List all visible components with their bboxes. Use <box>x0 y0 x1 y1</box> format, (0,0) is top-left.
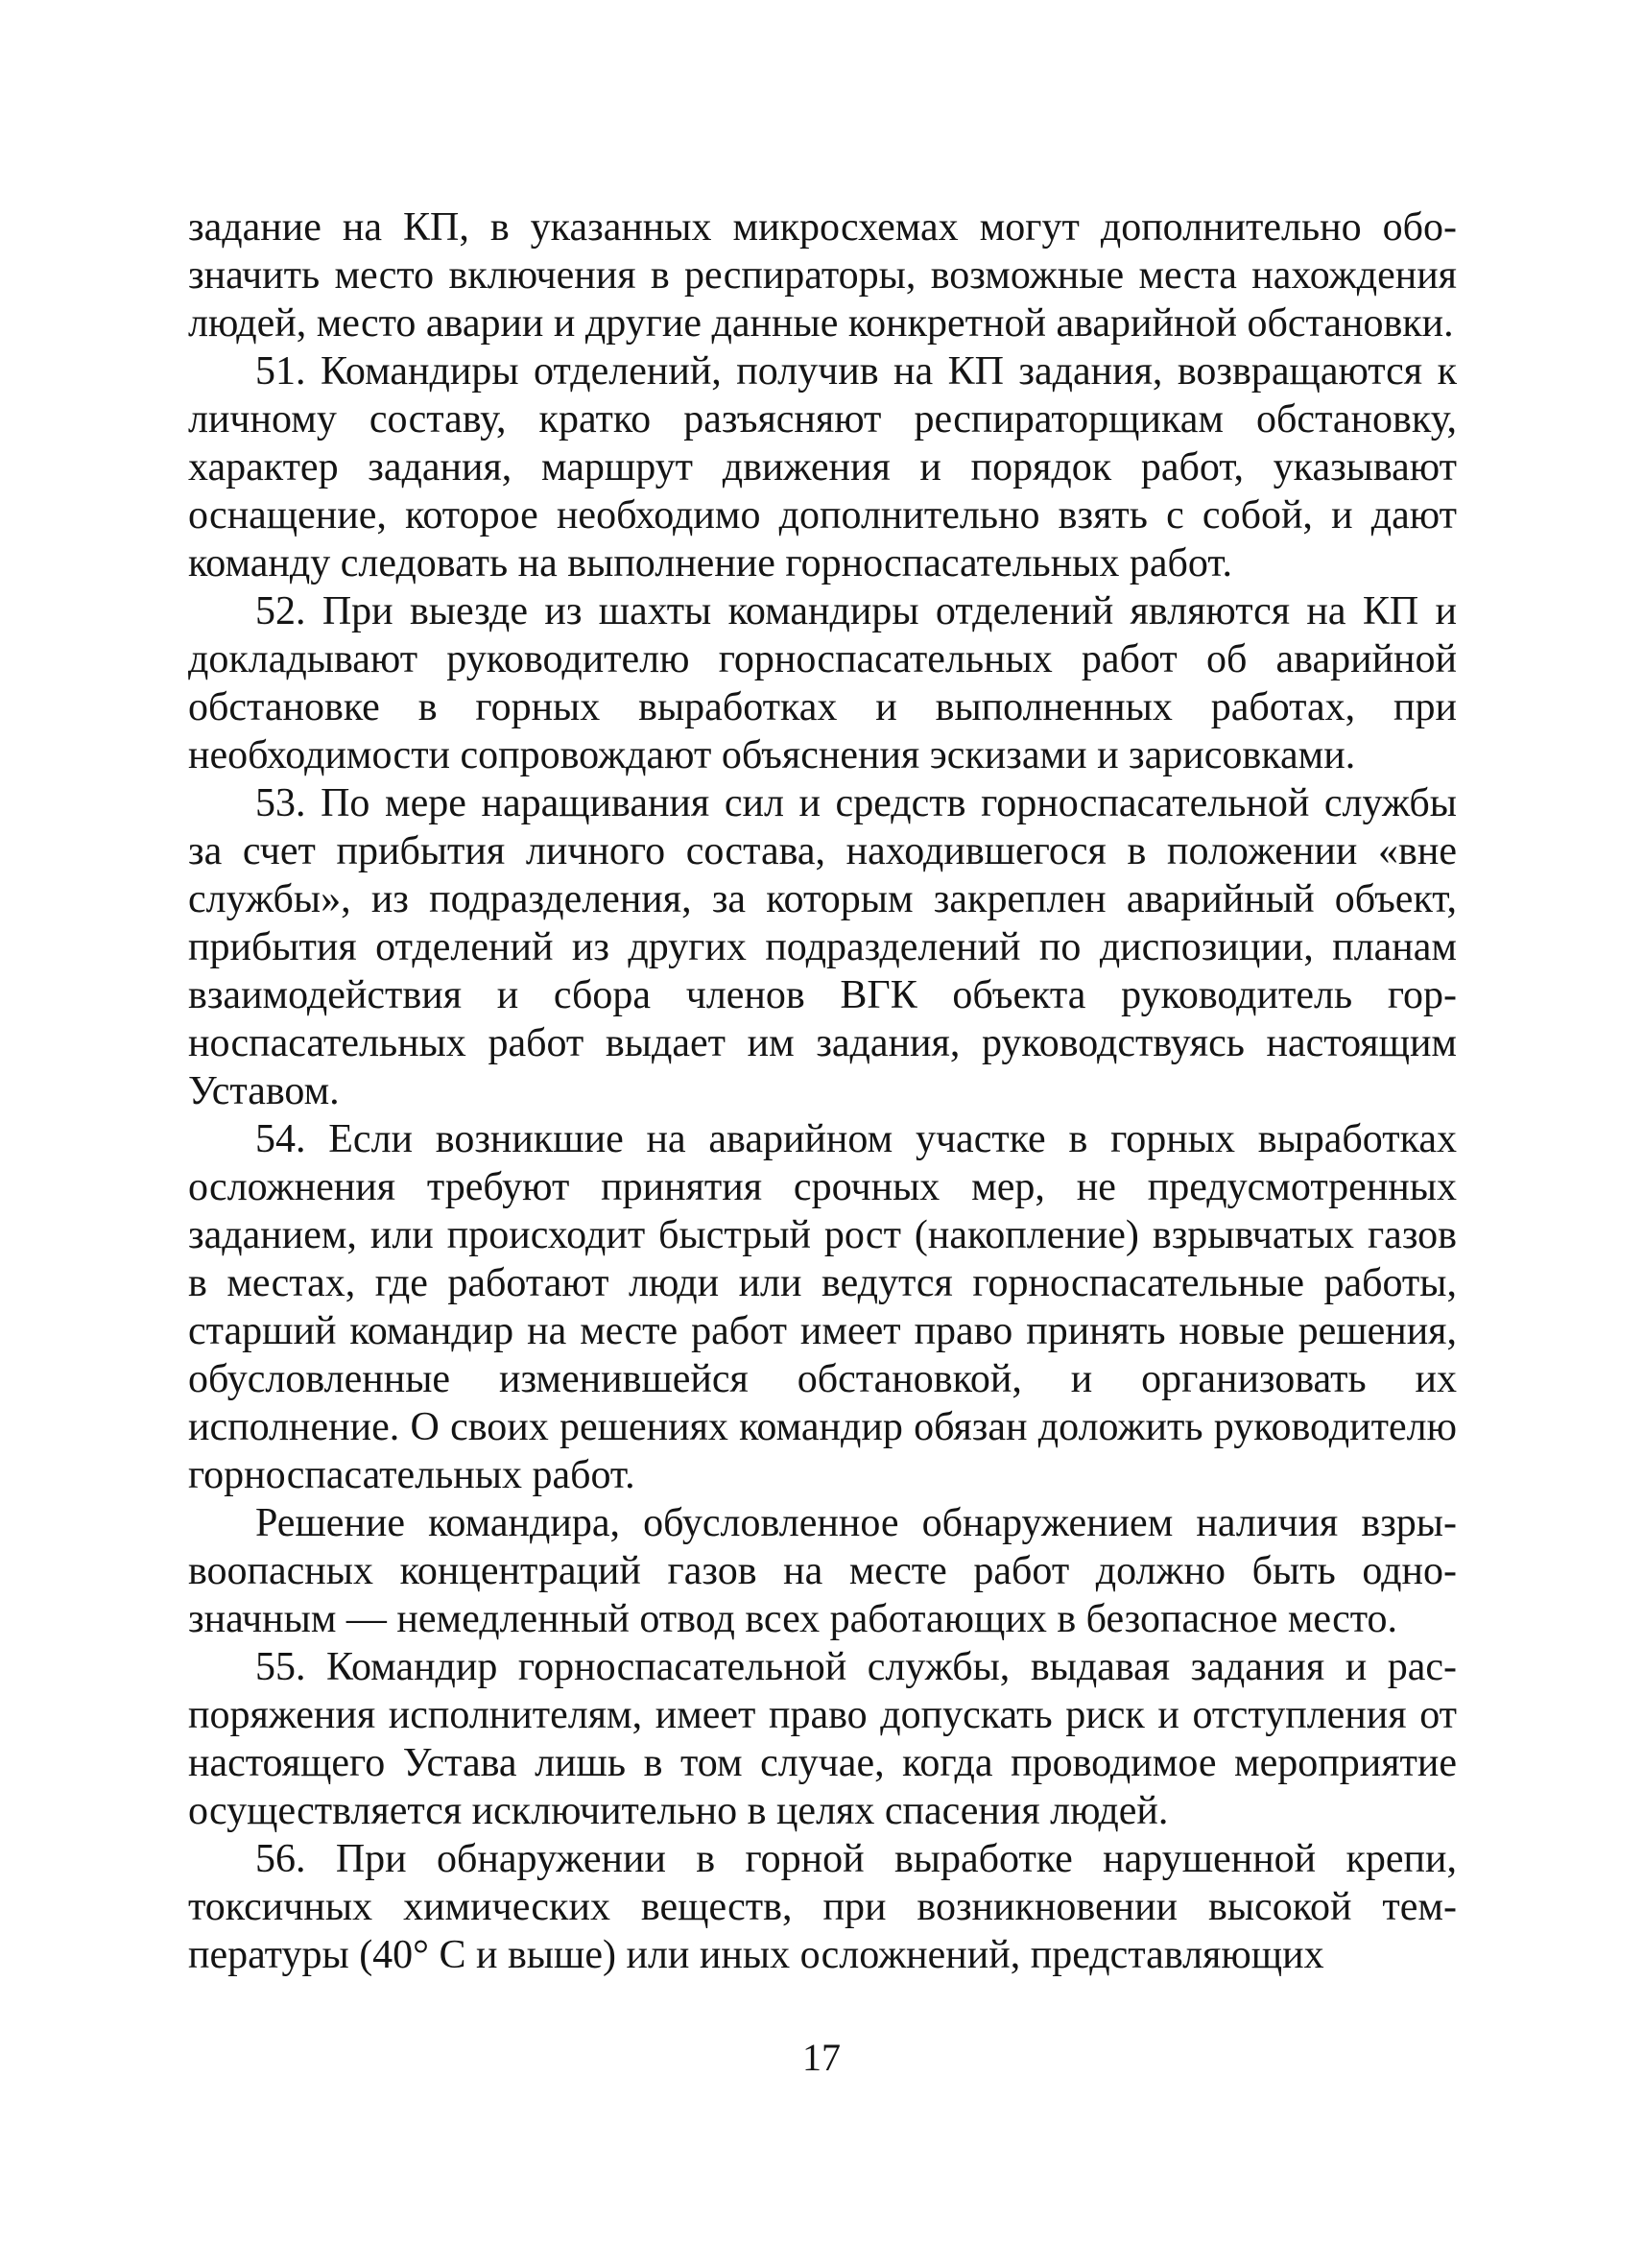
page-number: 17 <box>802 2036 841 2079</box>
paragraph-continuation: задание на КП, в указанных микросхемах могут дополнительно обозначить место включения в респираторы, возможные места нахождения людей, место аварии и другие данные конкретной аварийной обстановки. <box>188 205 1457 346</box>
paragraph-54: 54. Если возникшие на аварийном участке в горных выработках осложнения требуют принятия срочных мер, не предусмотренных заданием, или происходит быстрый рост (накопление) взрывчатых газов в местах, где работают люди или ведутся горноспасательные работы, старший командир на месте работ имеет право принять новые решения, обусловленные изменившейся обстановкой, и организовать их исполнение. О своих решениях командир обязан доложить руководителю горноспасательных работ. <box>188 1117 1457 1497</box>
paragraph-52: 52. При выезде из шахты командиры отделений являются на КП и докладывают руководителю горноспасательных работ об аварийной обстановке в горных выработках и выполненных работах, при необходимости сопровождают объяснения эскизами и зарисовками. <box>188 589 1457 777</box>
paragraph-56: 56. При обнаружении в горной выработке нарушенной крепи, токсичных химических веществ, при возникновении высокой температуры (40° С и выше) или иных осложнений, представляющих <box>188 1837 1457 1977</box>
paragraph-51: 51. Командиры отделений, получив на КП задания, возвращаются к личному составу, кратко разъясняют респираторщикам обстановку, характер задания, маршрут движения и порядок работ, указывают оснащение, которое необходимо дополнительно взять с собой, и дают команду следовать на выполнение горноспасательных работ. <box>188 349 1457 585</box>
paragraph-54-decision: Решение командира, обусловленное обнаружением наличия взрывоопасных концентраций газов на месте работ должно быть однозначным — немедленный отвод всех работающих в безопасное место. <box>188 1501 1457 1641</box>
document-body <box>188 203 1457 1979</box>
paragraph-55: 55. Командир горноспасательной службы, выдавая задания и распоряжения исполнителям, имеет право допускать риск и отступления от настоящего Устава лишь в том случае, когда проводимое мероприятие осуществляется исключительно в целях спасения людей. <box>188 1645 1457 1833</box>
paragraph-53: 53. По мере наращивания сил и средств горноспасательной службы за счет прибытия личного состава, находившегося в положении «вне службы», из подразделения, за которым закреплен аварийный объект, прибытия отделений из других подразделений по диспозиции, планам взаимодействия и сбора членов ВГК объекта руководитель горноспасательных работ выдает им задания, руководствуясь настоящим Уставом. <box>188 781 1457 1113</box>
